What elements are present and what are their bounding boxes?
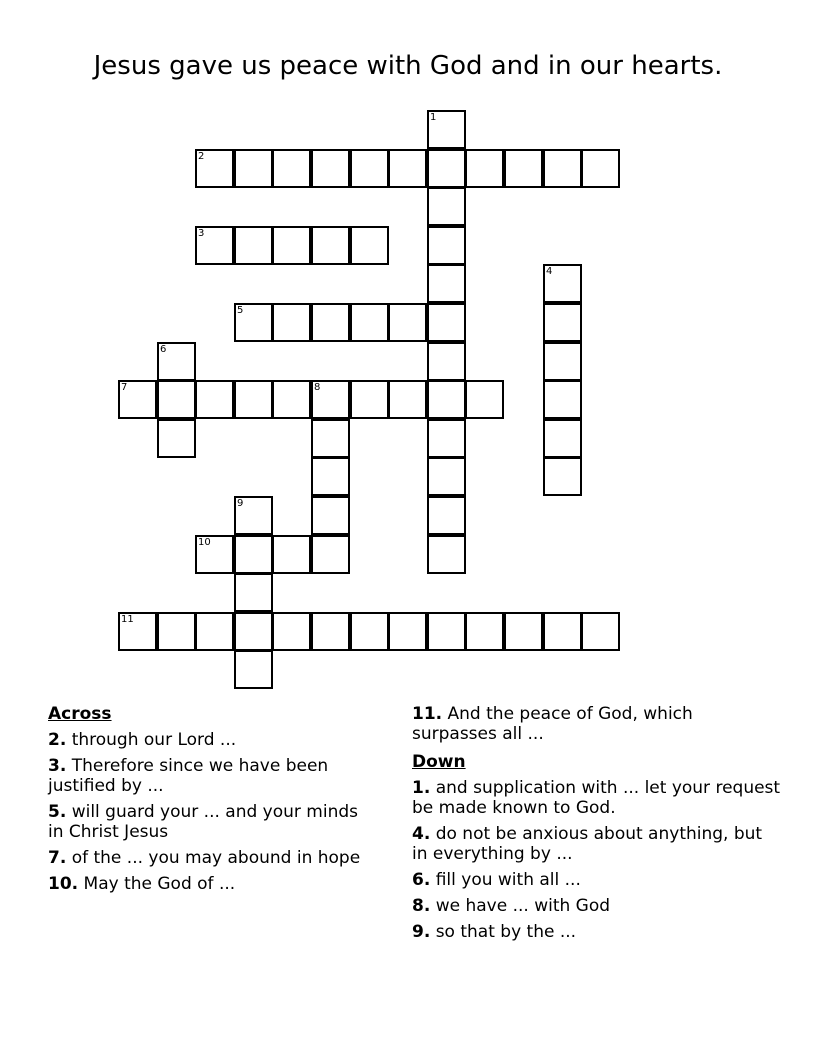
crossword-cell[interactable] <box>427 264 466 303</box>
crossword-cell[interactable] <box>311 380 350 419</box>
clue-number-label: 5 <box>237 305 244 316</box>
crossword-cell[interactable] <box>157 612 196 651</box>
crossword-cell[interactable] <box>234 303 273 342</box>
clue-number: 5. <box>48 802 67 822</box>
crossword-cell[interactable] <box>311 419 350 458</box>
crossword-cell[interactable] <box>234 612 273 651</box>
clue-number: 7. <box>48 848 67 868</box>
crossword-cell[interactable] <box>465 612 504 651</box>
clue-number-label: 7 <box>121 382 128 393</box>
crossword-cell[interactable] <box>311 535 350 574</box>
clue-down-8 <box>412 896 782 916</box>
crossword-cell[interactable] <box>350 380 389 419</box>
clue-number-label: 9 <box>237 498 244 509</box>
crossword-cell[interactable] <box>350 226 389 265</box>
crossword-cell[interactable] <box>272 303 311 342</box>
crossword-cell[interactable] <box>195 535 234 574</box>
crossword-cell[interactable] <box>195 380 234 419</box>
crossword-cell[interactable] <box>234 380 273 419</box>
crossword-cell[interactable] <box>272 380 311 419</box>
crossword-cell[interactable] <box>388 149 427 188</box>
clue-text: fill you with all ... <box>435 870 581 890</box>
clue-number-label: 1 <box>430 112 437 123</box>
clue-number-label: 6 <box>160 344 167 355</box>
page-title: Jesus gave us peace with God and in our hearts. <box>93 51 723 81</box>
crossword-cell[interactable] <box>234 226 273 265</box>
crossword-cell[interactable] <box>311 496 350 535</box>
crossword-cell[interactable] <box>388 380 427 419</box>
crossword-cell[interactable] <box>311 149 350 188</box>
clue-text: do not be anxious about anything, but in everything by ... <box>412 824 763 864</box>
crossword-cell[interactable] <box>195 149 234 188</box>
crossword-cell[interactable] <box>311 457 350 496</box>
crossword-cell[interactable] <box>427 110 466 149</box>
clue-down-9 <box>412 922 782 942</box>
clue-down-6 <box>412 870 782 890</box>
down-heading: Down <box>412 752 466 772</box>
clue-number-label: 2 <box>198 151 205 162</box>
clue-number-label: 4 <box>546 266 553 277</box>
crossword-cell[interactable] <box>311 303 350 342</box>
crossword-cell[interactable] <box>234 573 273 612</box>
clues-column-left <box>48 704 378 900</box>
crossword-cell[interactable] <box>157 342 196 381</box>
crossword-cell[interactable] <box>427 226 466 265</box>
clue-number: 10. <box>48 874 79 894</box>
crossword-cell[interactable] <box>427 612 466 651</box>
clue-across-11 <box>412 704 782 744</box>
clue-text: we have ... with God <box>435 896 611 916</box>
crossword-cell[interactable] <box>581 149 620 188</box>
clue-number: 11. <box>412 704 443 724</box>
crossword-cell[interactable] <box>427 342 466 381</box>
crossword-cell[interactable] <box>388 612 427 651</box>
crossword-cell[interactable] <box>504 149 543 188</box>
clue-text: of the ... you may abound in hope <box>71 848 361 868</box>
crossword-cell[interactable] <box>543 419 582 458</box>
crossword-cell[interactable] <box>388 303 427 342</box>
crossword-cell[interactable] <box>350 149 389 188</box>
crossword-cell[interactable] <box>234 496 273 535</box>
crossword-cell[interactable] <box>543 264 582 303</box>
crossword-cell[interactable] <box>272 535 311 574</box>
clue-number-label: 8 <box>314 382 321 393</box>
clue-text: through our Lord ... <box>71 730 237 750</box>
crossword-cell[interactable] <box>427 187 466 226</box>
crossword-cell[interactable] <box>427 457 466 496</box>
crossword-cell[interactable] <box>195 226 234 265</box>
crossword-cell[interactable] <box>272 149 311 188</box>
clue-text: will guard your ... and your minds in Christ Jesus <box>48 802 359 842</box>
clue-number: 3. <box>48 756 67 776</box>
clue-down-1 <box>412 778 782 818</box>
crossword-cell[interactable] <box>157 419 196 458</box>
crossword-cell[interactable] <box>272 612 311 651</box>
crossword-cell[interactable] <box>157 380 196 419</box>
crossword-cell[interactable] <box>504 612 543 651</box>
crossword-cell[interactable] <box>350 303 389 342</box>
clue-text: so that by the ... <box>435 922 577 942</box>
clue-text: and supplication with ... let your request be made known to God. <box>412 778 781 818</box>
clue-number: 2. <box>48 730 67 750</box>
crossword-cell[interactable] <box>427 535 466 574</box>
crossword-cell[interactable] <box>543 303 582 342</box>
crossword-cell[interactable] <box>427 496 466 535</box>
clue-text: May the God of ... <box>83 874 236 894</box>
crossword-cell[interactable] <box>350 612 389 651</box>
crossword-cell[interactable] <box>465 380 504 419</box>
crossword-cell[interactable] <box>543 612 582 651</box>
crossword-cell[interactable] <box>427 380 466 419</box>
crossword-cell[interactable] <box>427 419 466 458</box>
clues-column-right <box>412 704 782 948</box>
clue-number-label: 3 <box>198 228 205 239</box>
crossword-cell[interactable] <box>118 380 157 419</box>
clue-number: 4. <box>412 824 431 844</box>
crossword-cell[interactable] <box>234 535 273 574</box>
crossword-cell[interactable] <box>234 650 273 689</box>
clue-number: 1. <box>412 778 431 798</box>
crossword-cell[interactable] <box>272 226 311 265</box>
clue-across-10 <box>48 874 378 894</box>
across-heading: Across <box>48 704 112 724</box>
crossword-cell[interactable] <box>543 342 582 381</box>
crossword-cell[interactable] <box>543 457 582 496</box>
crossword-cell[interactable] <box>427 149 466 188</box>
crossword-cell[interactable] <box>234 149 273 188</box>
clue-number-label: 10 <box>198 537 211 548</box>
clue-number-label: 11 <box>121 614 134 625</box>
crossword-cell[interactable] <box>311 226 350 265</box>
crossword-cell[interactable] <box>195 612 234 651</box>
clue-down-4 <box>412 824 782 864</box>
clue-number: 6. <box>412 870 431 890</box>
clue-across-7 <box>48 848 378 868</box>
clue-across-5 <box>48 802 378 842</box>
crossword-cell[interactable] <box>118 612 157 651</box>
crossword-cell[interactable] <box>543 149 582 188</box>
clue-text: Therefore since we have been justified by ... <box>48 756 329 796</box>
crossword-cell[interactable] <box>581 612 620 651</box>
crossword-cell[interactable] <box>543 380 582 419</box>
clue-across-2 <box>48 730 378 750</box>
clue-number: 9. <box>412 922 431 942</box>
crossword-cell[interactable] <box>465 149 504 188</box>
clue-number: 8. <box>412 896 431 916</box>
clue-across-3 <box>48 756 378 796</box>
crossword-cell[interactable] <box>311 612 350 651</box>
clue-text: And the peace of God, which surpasses all ... <box>412 704 693 744</box>
crossword-cell[interactable] <box>427 303 466 342</box>
